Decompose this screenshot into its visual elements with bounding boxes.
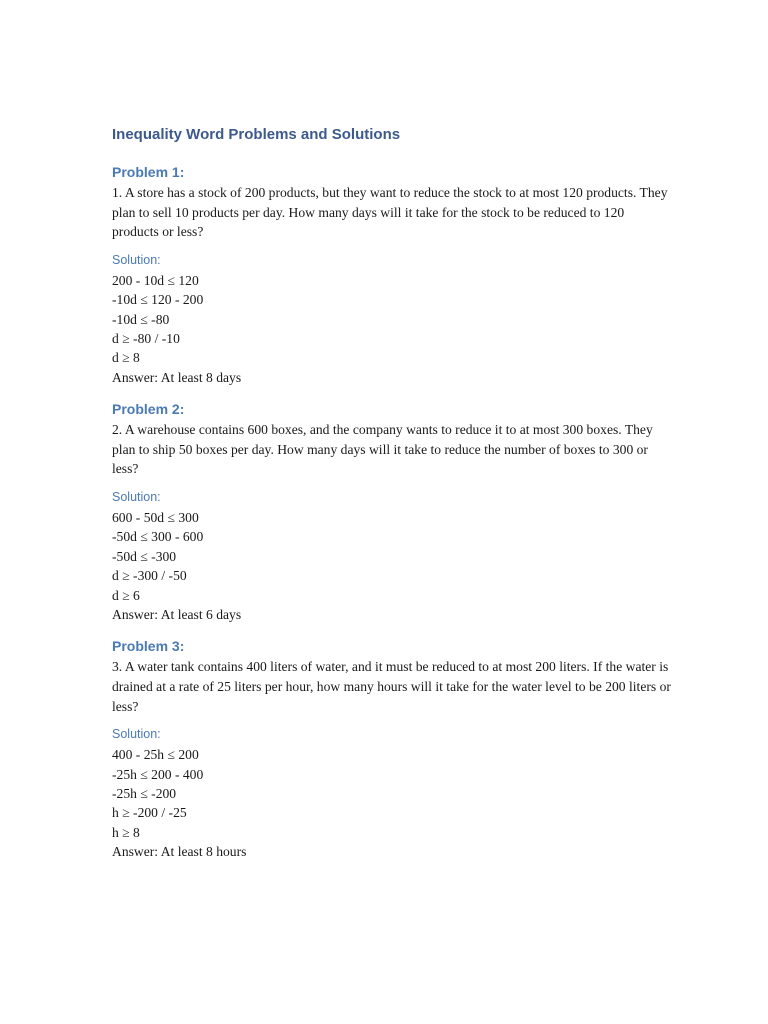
solution-label: Solution: xyxy=(112,727,161,742)
problem-statement: 1. A store has a stock of 200 products, but they want to reduce the stock to at most 120 products. They plan to sell 10 products per day. How many days will it take for the stock to be reduced to 120 products or less? xyxy=(112,185,668,240)
solution-step: h ≥ -200 / -25 xyxy=(112,805,187,821)
solution-step: d ≥ 6 xyxy=(112,587,140,603)
problem-2 xyxy=(112,400,672,624)
solution-answer: Answer: At least 8 days xyxy=(112,369,242,385)
solution-step: h ≥ 8 xyxy=(112,824,140,840)
problem-3 xyxy=(112,637,672,861)
solution-step: d ≥ -80 / -10 xyxy=(112,331,180,346)
problem-heading: Problem 1: xyxy=(112,164,185,180)
problem-1 xyxy=(112,163,672,387)
problem-heading: Problem 2: xyxy=(112,401,185,418)
solution-label: Solution: xyxy=(112,490,161,504)
solution-step: 400 - 25h ≤ 200 xyxy=(112,747,199,763)
problem-statement: 3. A water tank contains 400 liters of water, and it must be reduced to at most 200 liters. If the water is drained at a rate of 25 liters per hour, how many hours will it take for the water level to be 200 liters or less? xyxy=(112,659,671,714)
solution-step: -10d ≤ 120 - 200 xyxy=(112,292,204,308)
solution-step: -50d ≤ -300 xyxy=(112,548,177,564)
solution-answer: Answer: At least 8 hours xyxy=(112,844,247,860)
problem-heading: Problem 3: xyxy=(112,638,185,655)
document-title: Inequality Word Problems and Solutions xyxy=(112,126,401,143)
solution-step: d ≥ 8 xyxy=(112,350,140,366)
solution-step: 200 - 10d ≤ 120 xyxy=(112,272,199,288)
solution-step: d ≥ -300 / -50 xyxy=(112,568,187,584)
solution-answer: Answer: At least 6 days xyxy=(112,607,242,623)
document-page xyxy=(112,124,672,875)
solution-label: Solution: xyxy=(112,252,161,267)
solution-step: 600 - 50d ≤ 300 xyxy=(112,510,199,525)
solution-step: -50d ≤ 300 - 600 xyxy=(112,529,204,545)
solution-step: -25h ≤ -200 xyxy=(112,786,177,802)
solution-step: -10d ≤ -80 xyxy=(112,311,170,327)
solution-step: -25h ≤ 200 - 400 xyxy=(112,766,204,782)
problem-statement: 2. A warehouse contains 600 boxes, and the company wants to reduce it to at most 300 boxes. They plan to ship 50 boxes per day. How many days will it take to reduce the number of boxes to 300 or less? xyxy=(112,422,653,477)
